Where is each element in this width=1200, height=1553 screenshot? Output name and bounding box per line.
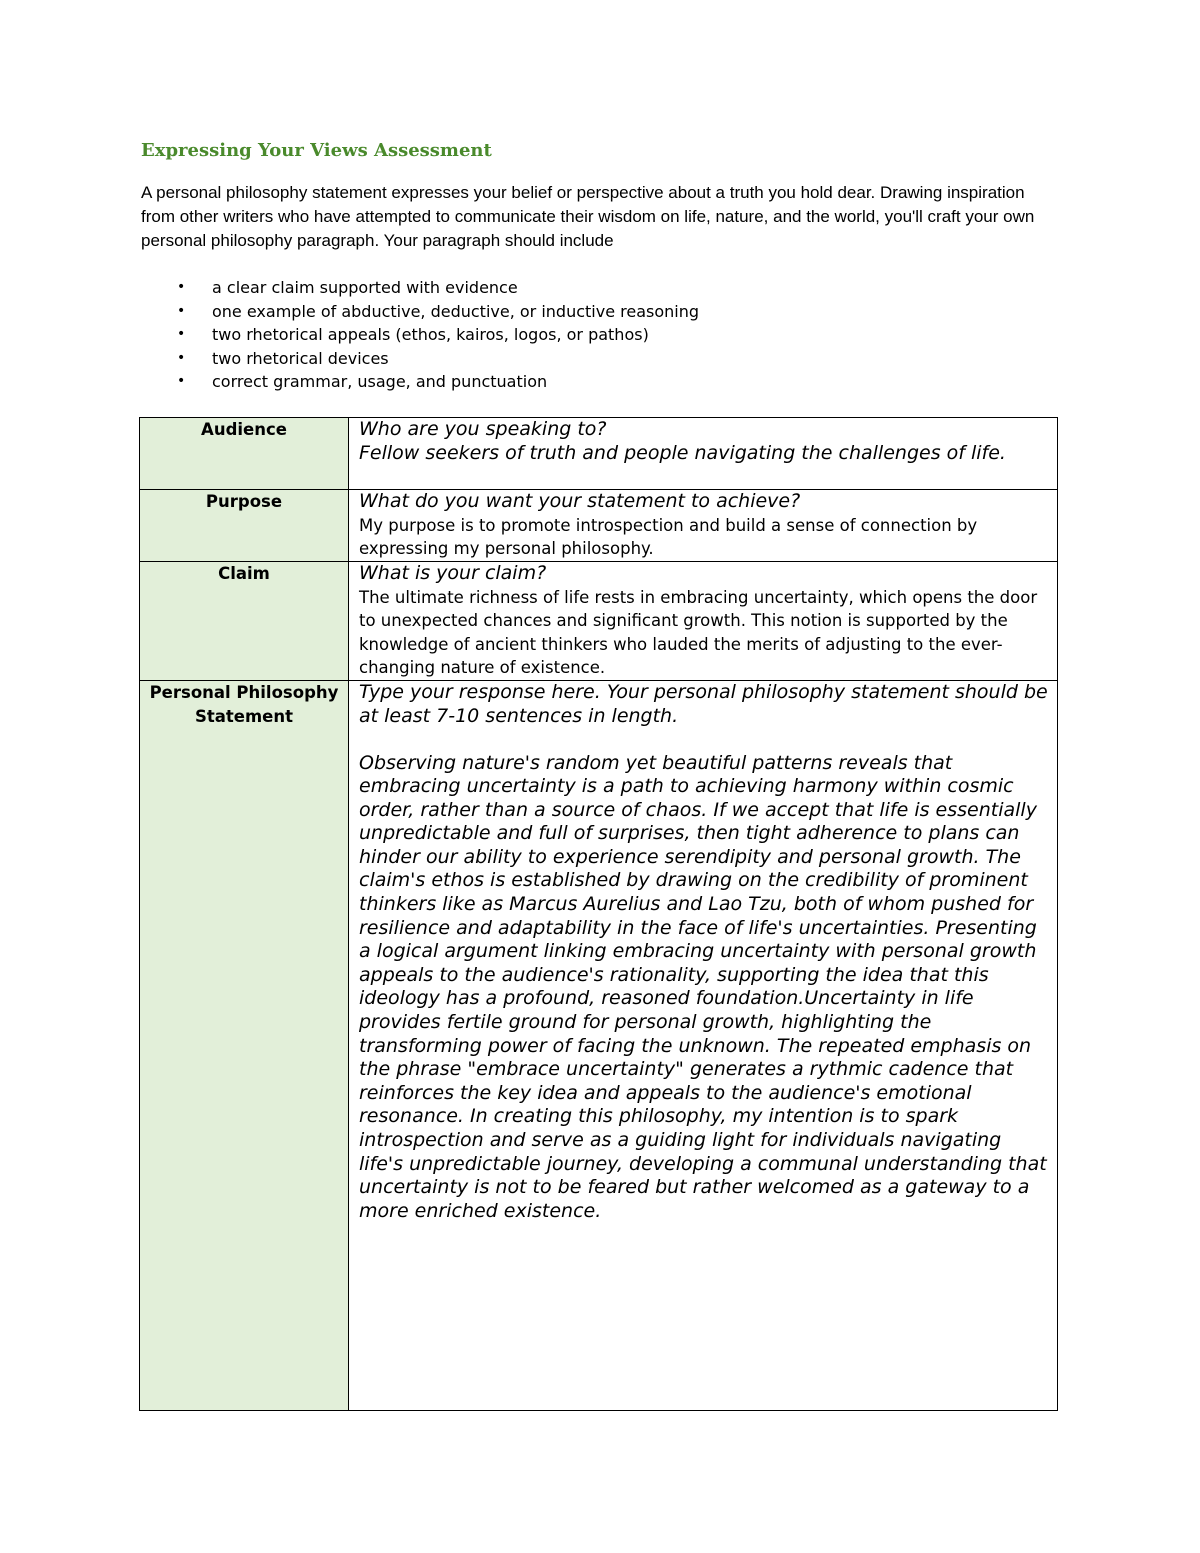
list-item: • one example of abductive, deductive, or inductive reasoning <box>141 300 699 324</box>
bullet-icon: • <box>177 279 186 295</box>
purpose-cell[interactable] <box>349 490 1058 562</box>
requirements-list <box>141 276 699 394</box>
philosophy-prompt: Type your response here. Your personal philosophy statement should be at least 7-10 sentences in length. <box>359 681 1048 727</box>
audience-cell[interactable] <box>349 418 1058 490</box>
purpose-answer: My purpose is to promote introspection and build a sense of connection by expressing my personal philosophy. <box>359 515 978 559</box>
philosophy-statement: Observing nature's random yet beautiful patterns reveals that embracing uncertainty is a path to achieving harmony within cosmic order, rather than a source of chaos. If we accept that life is essentially unpredictable and full of surprises, then tight adherence to plans can hinder our ability to experience serendipity and personal growth. The claim's ethos is established by drawing on the credibility of prominent thinkers like as Marcus Aurelius and Lao Tzu, both of whom pushed for resilience and adaptability in the face of life's uncertainties. Presenting a logical argument linking embracing uncertainty with personal growth appeals to the audience's rationality, supporting the idea that this ideology has a profound, reasoned foundation.Uncertainty in life provides fertile ground for personal growth, highlighting the transforming power of facing the unknown. The repeated emphasis on the phrase "embrace uncertainty" generates a rythmic cadence that reinforces the key idea and appeals to the audience's emotional resonance. In creating this philosophy, my intention is to spark introspection and serve as a guiding light for individuals navigating life's unpredictable journey, developing a communal understanding that uncertainty is not to be feared but rather welcomed as a gateway to a more enriched existence. <box>359 751 1047 1222</box>
claim-cell[interactable] <box>349 562 1058 681</box>
table-row-philosophy <box>140 681 1058 1411</box>
audience-label: Audience <box>140 418 349 490</box>
claim-prompt: What is your claim? <box>359 562 547 584</box>
list-item: • two rhetorical devices <box>141 347 699 371</box>
document-title: Expressing Your Views Assessment <box>141 140 492 161</box>
philosophy-cell[interactable] <box>349 681 1058 1411</box>
bullet-icon: • <box>177 373 186 390</box>
claim-label: Claim <box>140 562 349 681</box>
claim-answer: The ultimate richness of life rests in embracing uncertainty, which opens the door to unexpected chances and significant growth. This notion is supported by the knowledge of ancient thinkers who lauded the merits of adjusting to the ever-changing nature of existence. <box>359 587 1038 678</box>
philosophy-label: Personal Philosophy Statement <box>140 681 349 1411</box>
intro-paragraph: A personal philosophy statement expresses your belief or perspective about a truth you hold dear. Drawing inspiration from other writers who have attempted to communicate their wisdom on life, nature, and the world, you'll craft your own personal philosophy paragraph. Your paragraph should include <box>141 183 1035 250</box>
table-row-purpose <box>140 490 1058 562</box>
audience-answer: Fellow seekers of truth and people navigating the challenges of life. <box>359 441 1006 464</box>
purpose-prompt: What do you want your statement to achieve? <box>359 490 801 512</box>
table-row-audience <box>140 418 1058 490</box>
audience-prompt: Who are you speaking to? <box>359 418 607 440</box>
list-item: • a clear claim supported with evidence <box>141 276 699 300</box>
purpose-label: Purpose <box>140 490 349 562</box>
table-row-claim <box>140 562 1058 681</box>
assessment-table <box>139 417 1058 1411</box>
list-item: • two rhetorical appeals (ethos, kairos, logos, or pathos) <box>141 323 699 347</box>
list-item: • correct grammar, usage, and punctuation <box>141 370 699 394</box>
bullet-icon: • <box>177 302 186 319</box>
bullet-icon: • <box>177 326 186 343</box>
bullet-icon: • <box>177 349 186 366</box>
